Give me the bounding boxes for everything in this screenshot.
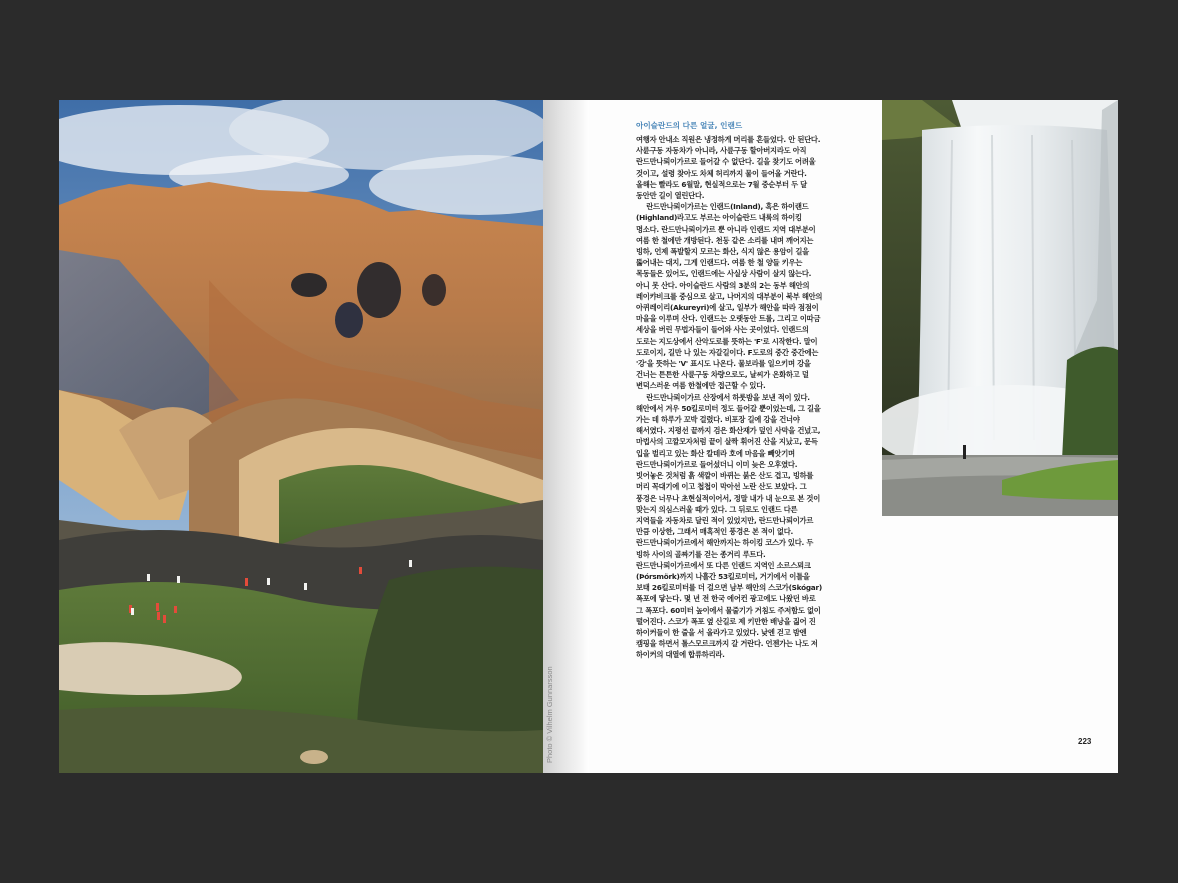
- photo-credit: Photo © Vilhelm Gunnarsson: [545, 666, 554, 763]
- landmannalaugar-photo: [59, 100, 543, 773]
- article-paragraph: 란드만나뢰이가르는 인랜드(Inland), 혹은 하이랜드(Highland)라고도 부르는 아이슬란드 내륙의 하이킹 명소다. 란드만나뢰이가르 뿐 아니라 인랜드 지역 대부분이 여름 한 철에만 개방된다. 천둥 같은 소리를 내며 깨어지는 빙하, 언제 폭발할지 모르는 화산, 식지 않은 용암이 길을 뚫어내는 대지, 그게 인랜드다. 여름 한 철 양들 키우는 목동들은 있어도, 인랜드에는 사실상 사람이 살지 않는다. 아니 못 산다. 아이슬란드 사람의 3분의 2는 동부 해안의 레이캬비크를 중심으로 살고, 나머지의 대부분이 북부 해안의 아퀴레이리(Akureyri)에 살고, 일부가 해안을 따라 점점이 마을을 이루며 산다. 인랜드는 오랫동안 트롤, 그리고 이따금 세상을 버린 무법자들이 들어와 사는 곳이었다. 인랜드의 도로는 지도상에서 산악도로를 뜻하는 'F'로 시작한다. 말이 도로이지, 길만 나 있는 자갈길이다. F도로의 중간 중간에는 '강'을 뜻하는 'V' 표시도 나온다. 물보라를 일으키며 강을 건너는 튼튼한 사륜구동 차량으로도, 날씨가 온화하고 덜 변덕스러운 여름 한철에만 접근할 수 있다.: [636, 202, 823, 391]
- article-paragraph: 란드만나뢰이가르 산장에서 하룻밤을 보낸 적이 있다. 해안에서 겨우 50킬로미터 정도 들어갈 뿐이었는데, 그 길을 가는 데 하루가 꼬박 걸렸다. 비포장 길에 강을 건너야 해서였다. 지평선 끝까지 검은 화산재가 덮인 사막을 건넜고, 마법사의 고깔모자처럼 끝이 살짝 휘어진 산을 지났고, 문득 입을 벌리고 있는 화산 칼데라 호에 마음을 빼앗기며 란드만나뢰이가르로 들어섰더니 이미 늦은 오후였다. 빗어놓은 것처럼 흙 색깔이 바뀌는 붉은 산도 겹고, 빙하를 머리 꼭대기에 이고 첩첩이 막아선 노란 산도 보았다. 그 풍경은 너무나 초현실적이어서, 정말 내가 내 눈으로 본 것이 맞는지 의심스러울 때가 있다. 그 뒤로도 인랜드 다른 지역들을 자동차로 달린 적이 있었지만, 란드만나뢰이가르 만큼 이상한, 그래서 매혹적인 풍경은 본 적이 없다. 란드만나뢰이가르에서 해안까지는 하이킹 코스가 있다. 두 빙하 사이의 골짜기를 걷는 종거리 루트다. 란드만나뢰이가르에서 또 다른 인랜드 지역인 소르스뫼크(Þórsmörk)까지 나흘간 53킬로미터, 거기에서 이틀을 보태 26킬로미터를 더 걸으면 남부 해안의 스코가(Skógar) 폭포에 닿는다. 몇 년 전 한국 에어컨 광고에도 나왔던 바로 그 폭포다. 60미터 높이에서 물줄기가 거침도 주저함도 없이 떨어진다. 스코가 폭포 옆 산길로 제 키만한 배낭을 짊어 진 하이커들이 한 줄을 서 올라가고 있었다. 낮엔 걷고 밤엔 캠핑을 하면서 톨스모르크까지 갈 거란다. 언젠가는 나도 저 하이커의 대열에 합류하리라.: [636, 392, 822, 660]
- skogafoss-waterfall-photo: [882, 100, 1118, 516]
- right-page: [589, 100, 1118, 773]
- mountain-landscape-image: [59, 100, 543, 773]
- waterfall-image: [882, 100, 1118, 516]
- magazine-spread: [59, 100, 1118, 773]
- article-column: [636, 120, 824, 661]
- article-title: 아이슬란드의 다른 얼굴, 인랜드: [636, 121, 743, 130]
- page-number: 223: [1078, 737, 1092, 746]
- article-paragraph: 여행자 안내소 직원은 냉정하게 머리를 흔들었다. 안 된단다. 사륜구동 자동차가 아니라, 사륜구동 할아버지라도 아직 란드만나뢰이가르로 들어갈 수 없단다. 길을 찾기도 어려울 것이고, 설령 찾아도 차체 허리까지 물이 들어올 거란다. 올해는 빨라도 6월말, 현실적으로는 7월 중순부터 두 달 동안만 길이 열린단다.: [636, 135, 821, 201]
